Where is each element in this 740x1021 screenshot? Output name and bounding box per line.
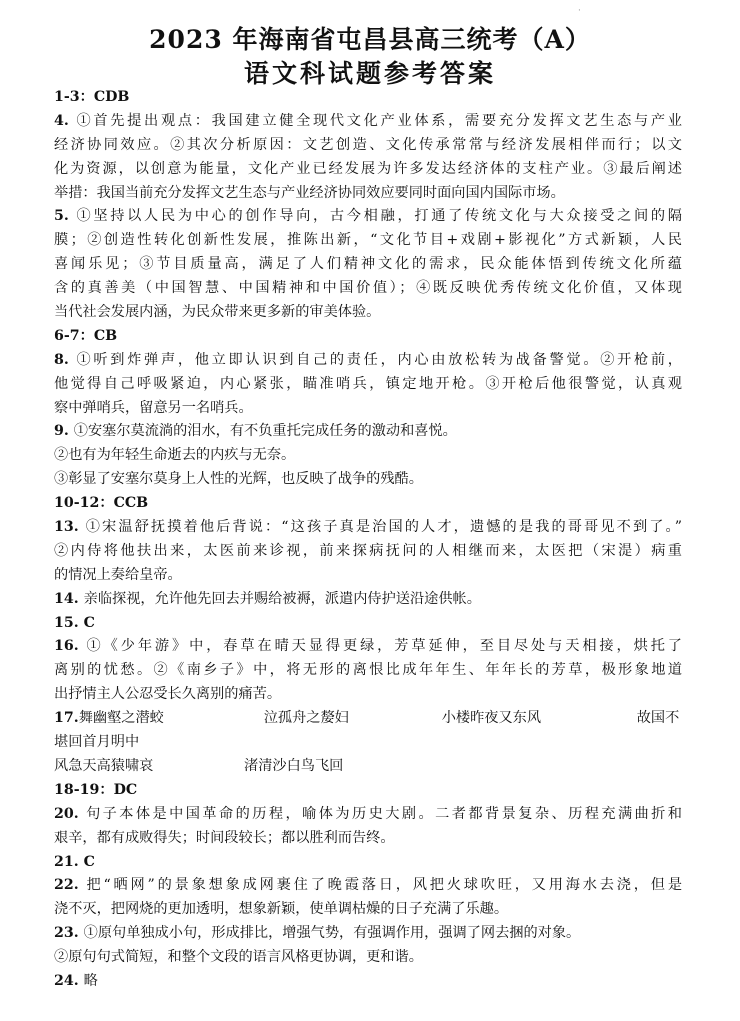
- answer-line: [54, 922, 694, 946]
- answer-line: [54, 635, 694, 659]
- answer-text: 略: [83, 972, 98, 989]
- answer-text: 他觉得自己呼吸紧迫，内心紧张，瞄准哨兵，镇定地开枪。③开枪后他很警觉，认真观: [54, 375, 682, 392]
- question-number: 23.: [54, 925, 84, 942]
- question-number: 22.: [54, 877, 87, 894]
- answer-line: [54, 970, 694, 994]
- poem-phrase: 风急天高猿啸哀: [54, 757, 154, 774]
- answer-text: 句子本体是中国革命的历程，喻体为历史大剧。二者都背景复杂、历程充满曲折和: [86, 805, 682, 822]
- answer-line: [54, 827, 694, 851]
- question-number: 5.: [54, 208, 77, 225]
- question-number: 15.: [54, 614, 84, 631]
- answer-text: C: [83, 853, 95, 870]
- question-number: 6-7：: [54, 327, 94, 344]
- corner-mark: ·: [578, 6, 581, 16]
- answer-line: [54, 373, 694, 397]
- answer-text: ③彰显了安塞尔莫身上人性的光辉，也反映了战争的残酷。: [54, 471, 423, 488]
- answer-text: 含的真善美（中国智慧、中国精神和中国价值）；④既反映优秀传统文化价值，又体现: [54, 280, 682, 297]
- answer-line: [54, 564, 694, 588]
- answer-line: [54, 444, 694, 468]
- answer-text: 当代社会发展内涵，为民众带来更多新的审美体验。: [54, 304, 381, 321]
- answer-text: 经济协同效应。②其次分析原因：文艺创造、文化传承常常与经济发展相伴而行；以文: [54, 136, 682, 153]
- answer-body: [54, 86, 694, 994]
- poem-phrase: 渚清沙白鸟飞回: [244, 757, 344, 774]
- poem-line: [54, 707, 694, 731]
- answer-text: 膜；②创造性转化创新性发展，推陈出新，“文化节目+戏剧+影视化”方式新颖，人民: [54, 232, 682, 249]
- poem-phrase: 堪回首月明中: [54, 734, 140, 751]
- question-number: 18-19：: [54, 781, 114, 798]
- answer-text: C: [83, 614, 95, 631]
- answer-line: [54, 205, 694, 229]
- answer-text: ①首先提出观点：我国建立健全现代文化产业体系，需要充分发挥文艺生态与产业: [76, 112, 682, 129]
- answer-text: CDB: [93, 89, 130, 105]
- poem-line: [54, 731, 694, 755]
- answer-line: [54, 158, 694, 182]
- answer-text: ①坚持以人民为中心的创作导向，古今相融，打通了传统文化与大众接受之间的隔: [76, 208, 682, 225]
- answer-text: ①《少年游》中，春草在晴天显得更绿，芳草延伸，至目尽处与天相接，烘托了: [86, 638, 682, 655]
- answer-line: [54, 851, 694, 875]
- answer-text: ②也有为年轻生命逝去的内疚与无奈。: [54, 447, 296, 464]
- answer-text: DC: [113, 781, 138, 798]
- answer-text: 亲临探视，允许他先回去并赐给被褥，派遣内侍护送沿途供帐。: [83, 590, 481, 607]
- poem-phrase: 小楼昨夜又东风: [441, 710, 542, 727]
- answer-line: [54, 898, 694, 922]
- question-number: 14.: [54, 590, 84, 607]
- page-subtitle: 语文科试题参考答案: [243, 59, 496, 88]
- poem-phrase: 故国不: [636, 710, 680, 727]
- answer-text: 出抒情主人公忍受长久离别的痛苦。: [54, 686, 282, 703]
- question-number: 16.: [54, 638, 87, 655]
- poem-phrase: 泣孤舟之嫠妇: [263, 710, 349, 727]
- answer-line: [54, 779, 694, 803]
- answer-line: [54, 349, 694, 373]
- answer-text: CCB: [113, 495, 149, 512]
- answer-line: [54, 803, 694, 827]
- answer-text: 浇不灭，把网烧的更加透明，想象新颖，使单调枯燥的日子充满了乐趣。: [54, 901, 509, 918]
- answer-text: 艰辛，都有成败得失；时间段较长；都以胜利而告终。: [54, 829, 395, 846]
- answer-text: ②内侍将他扶出来，太医前来诊视，前来探病抚问的人相继而来，太医把（宋湜）病重: [54, 542, 682, 559]
- answer-line: [54, 516, 694, 540]
- answer-line: [54, 540, 694, 564]
- answer-line: [54, 134, 694, 158]
- question-number: 1-3：: [54, 89, 94, 105]
- answer-line: [54, 301, 694, 325]
- answer-text: 化为资源，以创意为能量，文化产业已经发展为许多发达经济体的支柱产业。③最后阐述: [54, 160, 682, 177]
- answer-line: [54, 110, 694, 134]
- answer-text: 把“晒网”的景象想象成网裹住了晚霞落日，风把火球吹旺，又用海水去浇，但是: [86, 877, 683, 894]
- answer-text: CB: [93, 327, 118, 344]
- answer-line: [54, 874, 694, 898]
- answer-line: [54, 659, 694, 683]
- question-number: 20.: [54, 805, 87, 822]
- answer-line: [54, 420, 694, 444]
- question-number: 21.: [54, 853, 84, 870]
- answer-line: [54, 397, 694, 421]
- answer-line: [54, 325, 694, 349]
- answer-text: 举措：我国当前充分发挥文艺生态与产业经济协同效应要同时面向国内国际市场。: [54, 184, 565, 201]
- answer-text: 喜闻乐见；③节目质量高，满足了人们精神文化的需求，民众能体悟到传统文化所蕴: [54, 256, 682, 273]
- answer-line: [54, 612, 694, 636]
- answer-line: [54, 588, 694, 612]
- poem-phrase: 舞幽壑之潜蛟: [78, 710, 164, 727]
- question-number: 9.: [54, 423, 74, 440]
- answer-text: ①原句单独成小句，形成排比，增强气势，有强调作用，强调了网去捆的对象。: [83, 925, 581, 942]
- answer-line: [54, 229, 694, 253]
- answer-line: [54, 182, 694, 206]
- answer-line: [54, 468, 694, 492]
- answer-text: 察中弹哨兵，留意另一名哨兵。: [54, 399, 253, 416]
- answer-line: [54, 86, 694, 110]
- answer-line: [54, 277, 694, 301]
- question-number: 24.: [54, 972, 84, 989]
- answer-text: 离别的忧愁。②《南乡子》中，将无形的离恨比成年年生、年年长的芳草，极形象地道: [54, 662, 682, 679]
- question-number: 13.: [54, 519, 86, 536]
- answer-line: [54, 253, 694, 277]
- question-number: 4.: [54, 112, 77, 129]
- answer-text: ①宋温舒抚摸着他后背说：“这孩子真是治国的人才，遗憾的是我的哥哥见不到了。”: [85, 519, 682, 536]
- poem-line: [54, 755, 694, 779]
- answer-text: ①安塞尔莫流淌的泪水，有不负重托完成任务的激动和喜悦。: [73, 423, 457, 440]
- answer-line: [54, 492, 694, 516]
- answer-text: 的情况上奏给皇帝。: [54, 566, 182, 583]
- answer-text: ①听到炸弹声，他立即认识到自己的责任，内心由放松转为战备警觉。②开枪前，: [76, 351, 682, 368]
- answer-line: [54, 946, 694, 970]
- page-title: 2023 年海南省屯昌县高三统考（A）: [149, 25, 591, 54]
- question-number: 10-12：: [54, 495, 114, 512]
- question-number: 8.: [54, 351, 77, 368]
- answer-line: [54, 683, 694, 707]
- answer-text: ②原句句式简短，和整个文段的语言风格更协调，更和谐。: [54, 949, 423, 966]
- question-number: 17.: [54, 710, 79, 727]
